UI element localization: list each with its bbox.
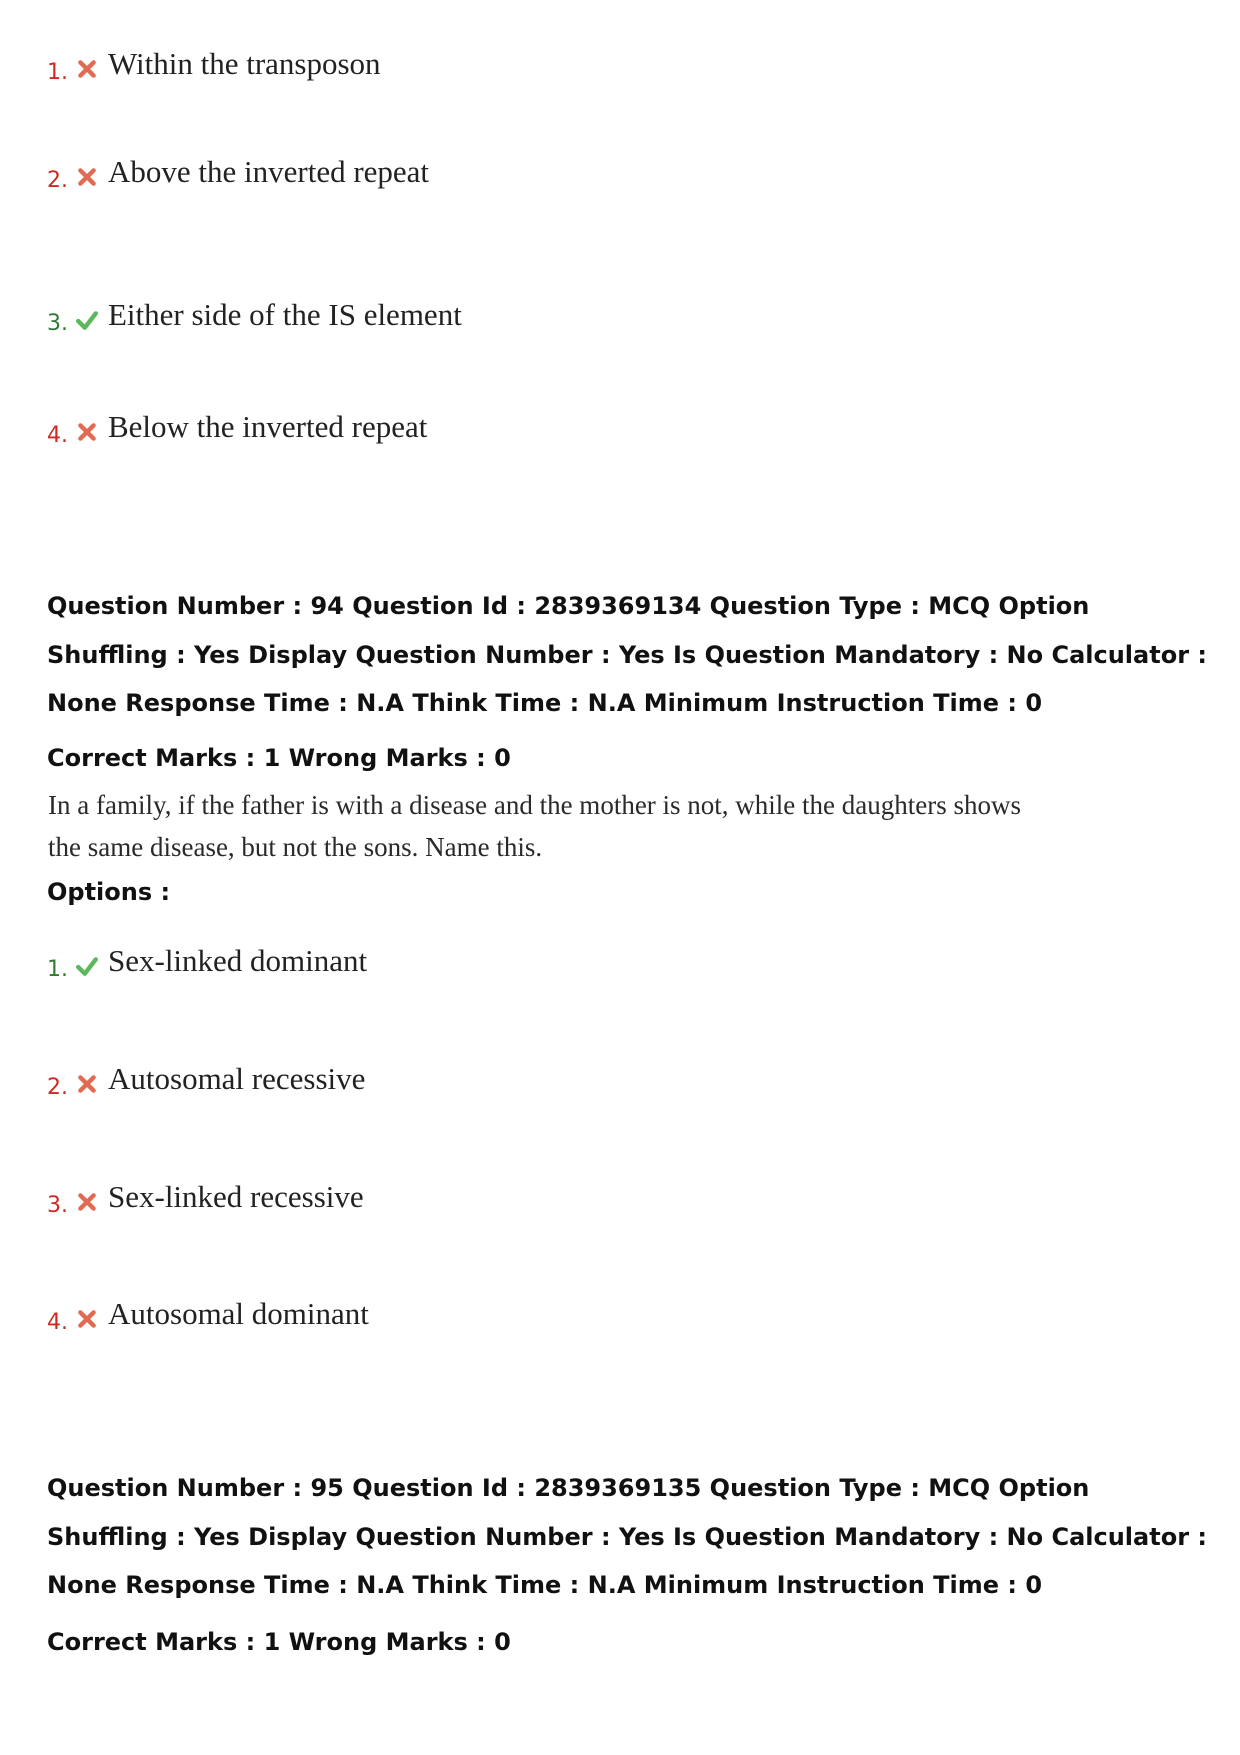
option-text: Within the transposon (108, 46, 381, 81)
cross-icon (76, 421, 98, 443)
check-icon (76, 955, 98, 977)
option-number: 4. (47, 1310, 68, 1335)
option-text: Above the inverted repeat (108, 154, 430, 189)
option-number: 4. (47, 423, 68, 448)
cross-icon (76, 58, 98, 80)
question-94-meta: Question Number : 94 Question Id : 2839369134 Question Type : MCQ Option Shuffling : Yes Display Question Number : Yes Is Question Mandatory : No Calculator : None Response Time : N.A Think Time : N.A Minimum Instruction Time : 0 (47, 592, 1207, 717)
option-text: Sex-linked recessive (108, 1179, 364, 1214)
option-number: 3. (47, 1193, 68, 1218)
option-number: 2. (47, 168, 68, 193)
option-number: 1. (47, 957, 68, 982)
option-text: Autosomal dominant (108, 1296, 369, 1331)
cross-icon (76, 1191, 98, 1213)
check-icon (76, 309, 98, 331)
cross-icon (76, 1073, 98, 1095)
option-text: Either side of the IS element (108, 297, 462, 332)
question-95-marks: Correct Marks : 1 Wrong Marks : 0 (47, 1628, 511, 1656)
option-text: Sex-linked dominant (108, 943, 368, 978)
option-number: 3. (47, 311, 68, 336)
question-text-line: the same disease, but not the sons. Name this. (48, 832, 543, 862)
option-number: 1. (47, 60, 68, 85)
option-number: 2. (47, 1075, 68, 1100)
question-94-text (48, 784, 1048, 868)
question-text-line: In a family, if the father is with a disease and the mother is not, while the daughters shows (48, 790, 1022, 820)
cross-icon (76, 1308, 98, 1330)
option-text: Below the inverted repeat (108, 409, 428, 444)
question-94-marks: Correct Marks : 1 Wrong Marks : 0 (47, 744, 511, 772)
question-95-meta: Question Number : 95 Question Id : 2839369135 Question Type : MCQ Option Shuffling : Yes Display Question Number : Yes Is Question Mandatory : No Calculator : None Response Time : N.A Think Time : N.A Minimum Instruction Time : 0 (47, 1474, 1207, 1599)
options-label: Options : (47, 878, 171, 906)
cross-icon (76, 166, 98, 188)
option-text: Autosomal recessive (108, 1061, 366, 1096)
